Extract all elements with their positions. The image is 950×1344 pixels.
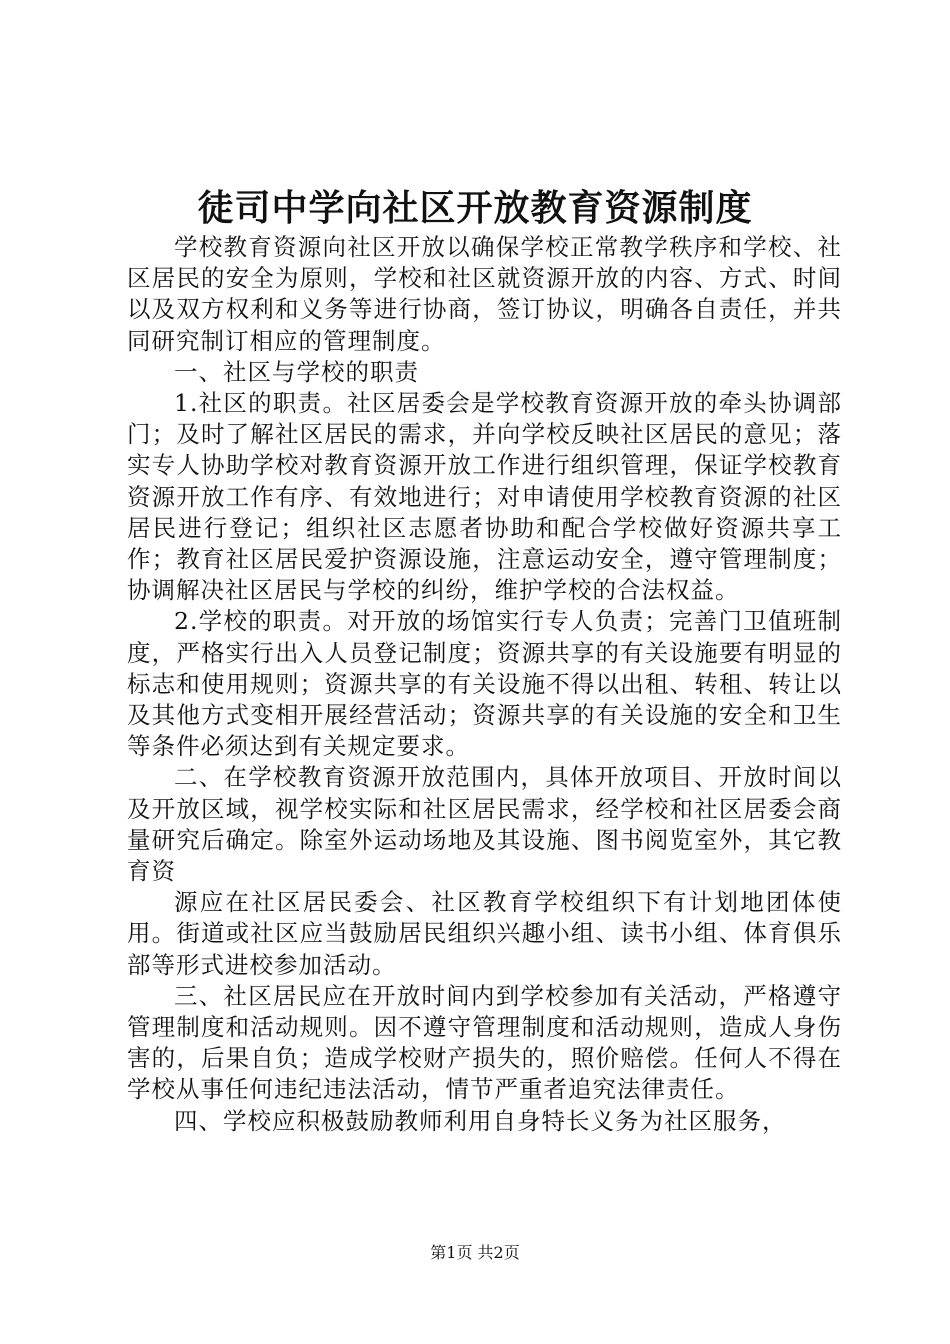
document-body bbox=[127, 232, 842, 1137]
paragraph-section-2: 二、在学校教育资源开放范围内，具体开放项目、开放时间以及开放区域，视学校实际和社区居民需求，经学校和社区居委会商量研究后确定。除室外运动场地及其设施、图书阅览室外，其它教育资 bbox=[127, 763, 842, 886]
paragraph-community-duties: 1.社区的职责。社区居委会是学校教育资源开放的牵头协调部门；及时了解社区居民的需求，并向学校反映社区居民的意见；落实专人协助学校对教育资源开放工作进行组织管理，保证学校教育资源开放工作有序、有效地进行；对申请使用学校教育资源的社区居民进行登记；组织社区志愿者协助和配合学校做好资源共享工作；教育社区居民爱护资源设施，注意运动安全，遵守管理制度；协调解决社区居民与学校的纠纷，维护学校的合法权益。 bbox=[127, 389, 842, 605]
paragraph-section-3: 三、社区居民应在开放时间内到学校参加有关活动，严格遵守管理制度和活动规则。因不遵守管理制度和活动规则，造成人身伤害的，后果自负；造成学校财产损失的，照价赔偿。任何人不得在学校从事任何违纪违法活动，情节严重者追究法律责任。 bbox=[127, 981, 842, 1104]
section-heading-1: 一、社区与学校的职责 bbox=[174, 357, 419, 386]
page-footer: 第1页 共2页 bbox=[430, 1243, 520, 1262]
document-title: 徒司中学向社区开放教育资源制度 bbox=[197, 187, 753, 229]
paragraph-intro: 学校教育资源向社区开放以确保学校正常教学秩序和学校、社区居民的安全为原则，学校和社区就资源开放的内容、方式、时间以及双方权利和义务等进行协商，签订协议，明确各自责任，并共同研究制订相应的管理制度。 bbox=[127, 233, 842, 355]
paragraph-school-duties: 2.学校的职责。对开放的场馆实行专人负责；完善门卫值班制度，严格实行出入人员登记制度；资源共享的有关设施要有明显的标志和使用规则；资源共享的有关设施不得以出租、转租、转让以及其他方式变相开展经营活动；资源共享的有关设施的安全和卫生等条件必须达到有关规定要求。 bbox=[127, 607, 842, 761]
paragraph-section-2-continued: 源应在社区居民委会、社区教育学校组织下有计划地团体使用。街道或社区应当鼓励居民组织兴趣小组、读书小组、体育俱乐部等形式进校参加活动。 bbox=[127, 888, 842, 979]
paragraph-section-4: 四、学校应积极鼓励教师利用自身特长义务为社区服务， bbox=[174, 1106, 787, 1135]
